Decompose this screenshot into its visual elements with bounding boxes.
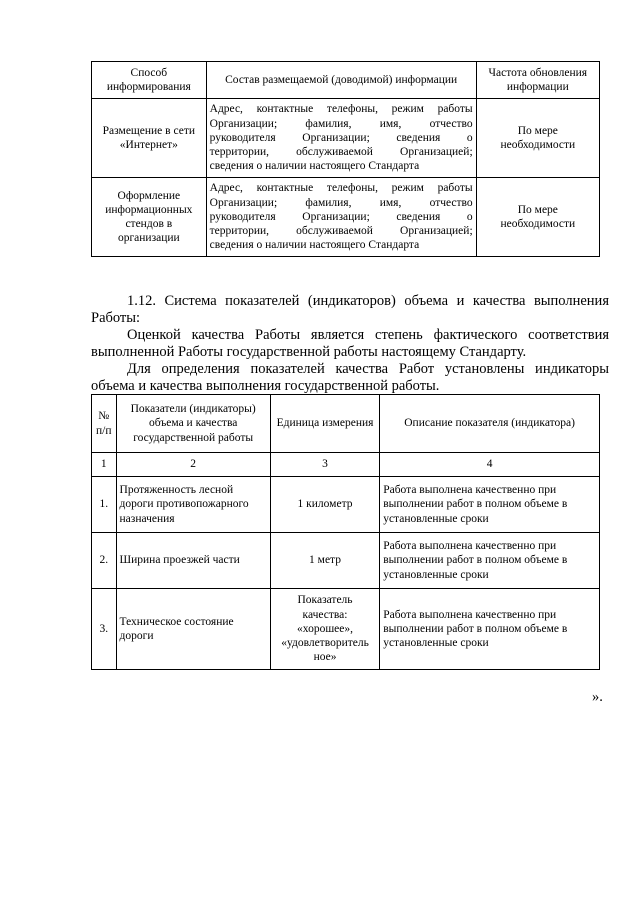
- cell-indicator: Протяженность лесной дороги противопожарного назначения: [116, 477, 270, 533]
- table-header-row: [92, 395, 600, 453]
- cell-content-line: сведения о наличии настоящего Стандарта: [209, 239, 420, 252]
- table-row: [92, 533, 600, 589]
- paragraph-line: выполненной Работы государственной работы настоящему Стандарту.: [91, 343, 527, 360]
- cell-indicator: Техническое состояние дороги: [116, 589, 270, 670]
- information-methods-table: [91, 61, 600, 257]
- cell-number: 1.: [92, 477, 117, 533]
- cell-frequency: По мере необходимости: [476, 99, 599, 178]
- paragraph-line: Для определения показателей качества Работ установлены индикаторы: [127, 361, 609, 377]
- cell-unit: 1 метр: [270, 533, 379, 589]
- header-indicator: Показатели (индикаторы) объема и качества государственной работы: [116, 395, 270, 453]
- cell-unit-line: качества:: [302, 608, 348, 621]
- indicators-table: [91, 394, 600, 670]
- cell-number: 2.: [92, 533, 117, 589]
- cell-content-line: Организации; фамилия, имя, отчество: [209, 196, 473, 209]
- table-row: [92, 477, 600, 533]
- header-method: Способ информирования: [92, 62, 207, 99]
- cell-content-line: Адрес, контактные телефоны, режим работы: [209, 103, 473, 116]
- cell-frequency: По мере необходимости: [476, 178, 599, 257]
- cell-content: [206, 178, 476, 257]
- column-number: 4: [380, 453, 600, 477]
- cell-content-line: сведения о наличии настоящего Стандарта: [209, 160, 420, 173]
- paragraph-line: 1.12. Система показателей (индикаторов) объема и качества выполнения: [127, 293, 609, 309]
- cell-description: Работа выполнена качественно при выполнении работ в полном объеме в установленные сроки: [380, 533, 600, 589]
- cell-indicator: Ширина проезжей части: [116, 533, 270, 589]
- paragraph-line: объема и качества выполнения государственной работы.: [91, 377, 440, 394]
- paragraph-quality: [91, 327, 609, 360]
- cell-unit-line: ное»: [313, 651, 337, 664]
- paragraph-indicators: [91, 361, 609, 394]
- column-number: 3: [270, 453, 379, 477]
- table-row: [92, 589, 600, 670]
- closing-quote-mark: ».: [592, 689, 603, 705]
- cell-unit-line: «хорошее»,: [297, 622, 354, 635]
- paragraph-1-12: [91, 293, 609, 326]
- header-description: Описание показателя (индикатора): [380, 395, 600, 453]
- column-number: 1: [92, 453, 117, 477]
- cell-method: Оформление информационных стендов в организации: [92, 178, 207, 257]
- header-frequency: Частота обновления информации: [476, 62, 599, 99]
- cell-content-line: Организации; фамилия, имя, отчество: [209, 117, 473, 130]
- cell-content: [206, 99, 476, 178]
- cell-content-line: Адрес, контактные телефоны, режим работы: [209, 182, 473, 195]
- cell-content-line: руководителя Организации; сведения о: [209, 210, 473, 223]
- table-header-row: [92, 62, 600, 99]
- paragraph-line: Оценкой качества Работы является степень фактического соответствия: [127, 327, 609, 343]
- cell-content-line: территории, обслуживаемой Организацией;: [209, 146, 473, 159]
- cell-description: Работа выполнена качественно при выполнении работ в полном объеме в установленные сроки: [380, 589, 600, 670]
- cell-unit: [270, 589, 379, 670]
- cell-unit: 1 километр: [270, 477, 379, 533]
- column-number-row: [92, 453, 600, 477]
- column-number: 2: [116, 453, 270, 477]
- header-content: Состав размещаемой (доводимой) информации: [206, 62, 476, 99]
- cell-unit-line: Показатель: [297, 594, 353, 607]
- paragraph-line: Работы:: [91, 309, 141, 326]
- header-unit: Единица измерения: [270, 395, 379, 453]
- cell-description: Работа выполнена качественно при выполнении работ в полном объеме в установленные сроки: [380, 477, 600, 533]
- cell-method: Размещение в сети «Интернет»: [92, 99, 207, 178]
- header-number: № п/п: [92, 395, 117, 453]
- cell-unit-line: «удовлетворитель: [281, 637, 369, 650]
- cell-content-line: территории, обслуживаемой Организацией;: [209, 225, 473, 238]
- table-row: [92, 99, 600, 178]
- cell-content-line: руководителя Организации; сведения о: [209, 131, 473, 144]
- cell-number: 3.: [92, 589, 117, 670]
- table-row: [92, 178, 600, 257]
